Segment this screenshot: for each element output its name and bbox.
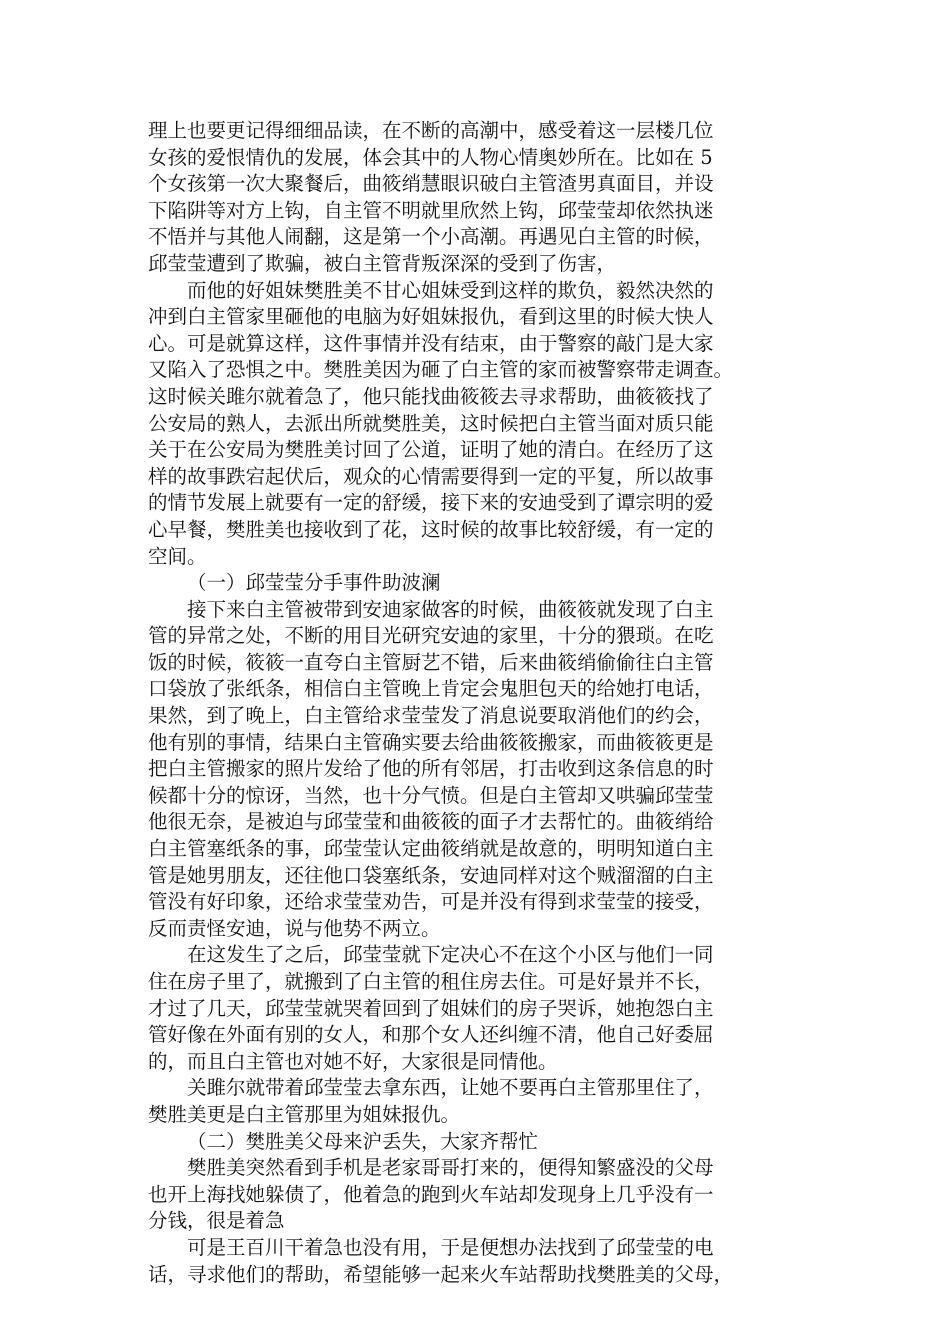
text-line: 他有别的事情，结果白主管确实要去给曲筱筱搬家，而曲筱筱更是 <box>148 730 714 754</box>
text-line: 接下来白主管被带到安迪家做客的时候，曲筱筱就发现了白主 <box>187 597 714 621</box>
text-line: 管的异常之处，不断的用目光研究安迪的家里，十分的猥琐。在吃 <box>148 624 714 648</box>
text-line: 也开上海找她躲债了，他着急的跑到火车站却发现身上几乎没有一 <box>148 1182 714 1206</box>
text-line: 话，寻求他们的帮助，希望能够一起来火车站帮助找樊胜美的父母， <box>148 1262 734 1286</box>
text-line: 可是王百川干着急也没有用，于是便想办法找到了邱莹莹的电 <box>187 1235 714 1259</box>
text-line: 的，而且白主管也对她不好，大家很是同情他。 <box>148 1049 558 1073</box>
text-line: 关于在公安局为樊胜美讨回了公道，证明了她的清白。在经历了这 <box>148 438 714 462</box>
text-line: 冲到白主管家里砸他的电脑为好姐妹报仇，看到这里的时候大快人 <box>148 305 714 329</box>
text-line: 果然，到了晚上，白主管给求莹莹发了消息说要取消他们的约会， <box>148 704 714 728</box>
text-line: 饭的时候，筱筱一直夸白主管厨艺不错，后来曲筱绡偷偷往白主管 <box>148 650 714 674</box>
text-line: 住在房子里了，就搬到了白主管的租住房去住。可是好景并不长， <box>148 970 714 993</box>
text-line: 他很无奈，是被迫与邱莹莹和曲筱筱的面子才去帮忙的。曲筱绡给 <box>148 810 714 834</box>
text-line: 女孩的爱恨情仇的发展，体会其中的人物心情奥妙所在。比如在 5 <box>148 145 713 169</box>
text-line: 才过了几天，邱莹莹就哭着回到了姐妹们的房子哭诉，她抱怨白主 <box>148 996 714 1020</box>
text-line: 樊胜美更是白主管那里为姐妹报仇。 <box>148 1102 461 1126</box>
text-line: 关雎尔就带着邱莹莹去拿东西，让她不要再白主管那里住了， <box>187 1076 714 1100</box>
text-line: 口袋放了张纸条，相信白主管晚上肯定会鬼胆包天的给她打电话， <box>148 677 714 701</box>
text-line: 心早餐，樊胜美也接收到了花，这时候的故事比较舒缓，有一定的 <box>148 517 714 541</box>
text-line: 樊胜美突然看到手机是老家哥哥打来的，便得知繁盛没的父母 <box>187 1156 714 1180</box>
text-line: 理上也要更记得细细品读，在不断的高潮中，感受着这一层楼几位 <box>148 119 714 142</box>
text-line: 而他的好姐妹樊胜美不甘心姐妹受到这样的欺负，毅然决然的 <box>187 278 714 302</box>
text-line: 不悟并与其他人闹翻，这是第一个小高潮。再遇见白主管的时候， <box>148 225 714 249</box>
text-line: （一）邱莹莹分手事件助波澜 <box>187 571 441 595</box>
text-line: 个女孩第一次大聚餐后，曲筱绡慧眼识破白主管渣男真面目，并设 <box>148 172 714 196</box>
document-page <box>148 118 818 1288</box>
text-line: 白主管塞纸条的事，邱莹莹认定曲筱绡就是故意的，明明知道白主 <box>148 837 714 861</box>
text-line: 邱莹莹遭到了欺骗，被白主管背叛深深的受到了伤害， <box>148 251 617 275</box>
text-line: 管没有好印象，还给求莹莹劝告，可是并没有得到求莹莹的接受， <box>148 890 714 914</box>
text-line: 空间。 <box>148 544 207 568</box>
text-line: 管好像在外面有别的女人，和那个女人还纠缠不清，他自己好委屈 <box>148 1023 714 1047</box>
text-line: 分钱，很是着急 <box>148 1209 285 1233</box>
text-line: 公安局的熟人，去派出所就樊胜美，这时候把白主管当面对质只能 <box>148 411 714 435</box>
text-line: （二）樊胜美父母来沪丢失，大家齐帮忙 <box>187 1129 539 1153</box>
text-line: 下陷阱等对方上钩，自主管不明就里欣然上钩，邱莹莹却依然执迷 <box>148 198 714 222</box>
text-line: 样的故事跌宕起伏后，观众的心情需要得到一定的平复，所以故事 <box>148 464 714 488</box>
text-line: 又陷入了恐惧之中。樊胜美因为砸了白主管的家而被警察带走调查。 <box>148 358 734 382</box>
text-line: 候都十分的惊讶，当然，也十分气愤。但是白主管却又哄骗邱莹莹 <box>148 783 714 807</box>
text-line: 心。可是就算这样，这件事情并没有结束，由于警察的敲门是大家 <box>148 331 714 355</box>
text-line: 把白主管搬家的照片发给了他的所有邻居，打击收到这条信息的时 <box>148 757 714 781</box>
text-line: 的情节发展上就要有一定的舒缓，接下来的安迪受到了谭宗明的爱 <box>148 491 714 515</box>
text-line: 管是她男朋友，还往他口袋塞纸条，安迪同样对这个贼溜溜的白主 <box>148 863 714 887</box>
text-line: 反而责怪安迪，说与他势不两立。 <box>148 916 441 940</box>
text-line: 在这发生了之后，邱莹莹就下定决心不在这个小区与他们一同 <box>187 943 714 967</box>
text-line: 这时候关雎尔就着急了，他只能找曲筱筱去寻求帮助，曲筱筱找了 <box>148 384 714 408</box>
